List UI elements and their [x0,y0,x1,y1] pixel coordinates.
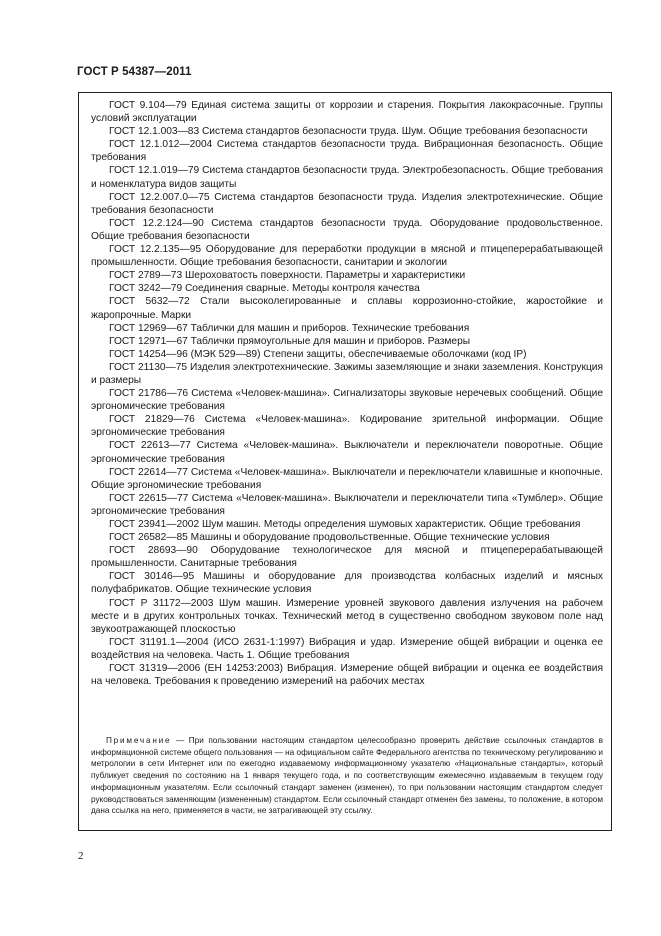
reference-item: ГОСТ 12.2.135—95 Оборудование для переработки продукции в мясной и птицеперерабатывающей промышленности. Общие требования безопасности, санитарии и экологии [91,244,603,269]
reference-item: ГОСТ 3242—79 Соединения сварные. Методы контроля качества [109,283,420,295]
reference-item: ГОСТ 31191.1—2004 (ИСО 2631-1:1997) Вибрация и удар. Измерение общей вибрации и оценка ее воздействия на человека. Часть 1. Общие требования [91,636,603,661]
reference-item: ГОСТ 22615—77 Система «Человек-машина». Выключатели и переключатели типа «Тумблер». Общие эргономические требования [91,492,603,517]
content-frame [78,92,612,831]
reference-item: ГОСТ 14254—96 (МЭК 529—89) Степени защиты, обеспечиваемые оболочками (код IP) [109,348,527,360]
reference-item: ГОСТ 21786—76 Система «Человек-машина». Сигнализаторы звуковые неречевых сообщений. Общие эргономические требования [91,388,603,413]
reference-item: ГОСТ 22613—77 Система «Человек-машина». Выключатели и переключатели поворотные. Общие эргономические требования [91,440,603,465]
reference-item: ГОСТ 12.2.007.0—75 Система стандартов безопасности труда. Изделия электротехнические. Общие требования безопасности [91,191,603,216]
reference-item: ГОСТ 21130—75 Изделия электротехнические. Зажимы заземляющие и знаки заземления. Конструкция и размеры [91,361,603,386]
reference-item: ГОСТ 12969—67 Таблички для машин и приборов. Технические требования [109,322,470,334]
reference-item: ГОСТ 12.1.003—83 Система стандартов безопасности труда. Шум. Общие требования безопасности [109,126,588,138]
note-text: — При пользовании настоящим стандартом целесообразно проверить действие ссылочных стандартов в информационной системе общего пользования — на официальном сайте Федерального агентства по техническому регулированию и метрологии в сети Интернет или по ежегодно издаваемому информационному указателю «Национальные стандарты», который публикует сведения по состоянию на 1 января текущего года, и по соответствующим ежемесячно издаваемым в текущем году информационным указателям. Если ссылочный стандарт заменен (изменен), то при пользовании настоящим стандартом следует руководствоваться заменяющим (измененным) стандартом. Если ссылочный стандарт отменен без замены, то положение, в котором дана ссылка на него, применяется в части, не затрагивающей эту ссылку. [91,736,603,816]
document-header: ГОСТ Р 54387—2011 [77,66,192,78]
reference-item: ГОСТ 12.2.124—90 Система стандартов безопасности труда. Оборудование продовольственное. Общие требования безопасности [91,217,603,242]
reference-item: ГОСТ 22614—77 Система «Человек-машина». Выключатели и переключатели клавишные и кнопочные. Общие эргономические требования [91,466,603,491]
reference-item: ГОСТ 12971—67 Таблички прямоугольные для машин и приборов. Размеры [109,335,471,347]
reference-item: ГОСТ 21829—76 Система «Человек-машина». Кодирование зрительной информации. Общие эргономические требования [91,414,603,439]
reference-item: ГОСТ 2789—73 Шероховатость поверхности. Параметры и характеристики [109,270,466,282]
reference-item: ГОСТ 26582—85 Машины и оборудование продовольственные. Общие технические условия [109,532,550,544]
reference-item: ГОСТ 12.1.019—79 Система стандартов безопасности труда. Электробезопасность. Общие требования и номенклатура видов защиты [91,165,603,190]
reference-item: ГОСТ 31319—2006 (ЕН 14253:2003) Вибрация. Измерение общей вибрации и оценка ее воздействия на человека. Требования к проведению измерений на рабочих местах [91,663,603,688]
reference-item: ГОСТ 28693—90 Оборудование технологическое для мясной и птицеперерабатывающей промышленности. Санитарные требования [91,545,603,570]
reference-list [91,99,603,688]
reference-item: ГОСТ Р 31172—2003 Шум машин. Измерение уровней звукового давления излучения на рабочем месте и в других контрольных точках. Технический метод в существенно свободном звуковом поле над звукоотражающей плоскостью [91,597,603,635]
reference-item: ГОСТ 9.104—79 Единая система защиты от коррозии и старения. Покрытия лакокрасочные. Группы условий эксплуатации [91,100,603,125]
page-number: 2 [78,850,84,862]
reference-item: ГОСТ 12.1.012—2004 Система стандартов безопасности труда. Вибрационная безопасность. Общие требования [91,139,603,164]
reference-item: ГОСТ 30146—95 Машины и оборудование для производства колбасных изделий и мясных полуфабрикатов. Общие технические условия [91,571,603,596]
note-paragraph [91,735,603,817]
reference-item: ГОСТ 5632—72 Стали высоколегированные и сплавы коррозионно-стойкие, жаростойкие и жаропрочные. Марки [91,296,603,321]
note-label: Примечание [106,736,172,745]
reference-item: ГОСТ 23941—2002 Шум машин. Методы определения шумовых характеристик. Общие требования [109,519,581,530]
